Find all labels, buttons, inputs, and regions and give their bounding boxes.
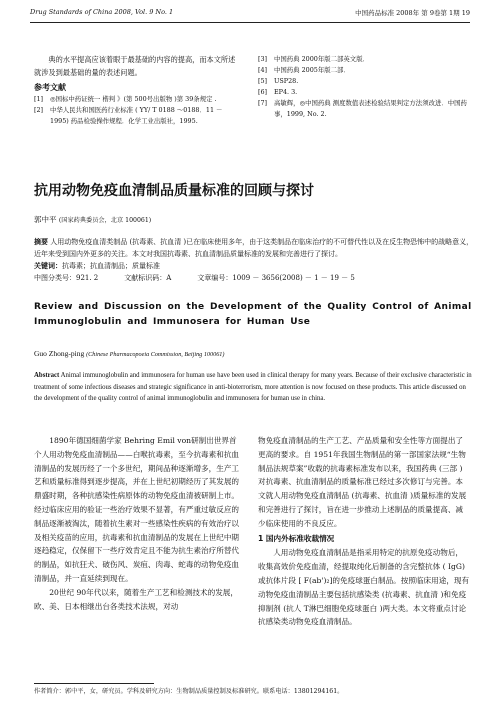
author-affiliation: (国家药典委员会，北京 100061) [58, 217, 152, 224]
article-metadata [34, 273, 474, 283]
body-column-left [34, 434, 242, 613]
previous-article-tail [34, 54, 239, 127]
reference-text: 中国药典 2005年版二部． [274, 66, 350, 74]
reference-item [258, 54, 468, 65]
document-code: 文献标识码：A [124, 274, 172, 282]
body-paragraph: 1890年德国细菌学家 Behring Emil von研制出世界首个人用动物免疫血清制品——白喉抗毒素，至今抗毒素和抗血清制品的发展历经了一个多世纪，期间品种逐渐增多，生产工艺和质量标准得到逐步提高，并在上世纪初期经历了其发展的鼎盛时期，各种抗感染性病原体的动物免疫血清被研制上市。经过临床应用的验证一些治疗效果不显著，有严重过敏反应的制品逐渐被淘汰，随着抗生素对一些感染性疾病的有效治疗以及相关疫苗的应用，抗毒素和抗血清制品的发展在上世纪中期逐趋稳定，仅保留下一些疗效肯定且不能为抗生素治疗所替代的制品，如抗狂犬、破伤风、炭疽、肉毒、蛇毒的动物免疫血清制品，并一直延续到现在。 [34, 436, 240, 583]
english-author [34, 349, 224, 358]
body-paragraph: 20世纪 90年代以来，随着生产工艺和检测技术的发展，欧、美、日本相继出台各类技术法规，对动 [34, 587, 238, 611]
author-footnote: 作者简介：郭中平，女，研究员。学科及研究方向：生物制品质量控制及标准研究。联系电话：13801294161。 [34, 688, 344, 695]
abstract-text: 人用动物免疫血清类制品 (抗毒素、抗血清 )已在临床使用多年，由于这类制品在临床治疗的不可替代性以及在反生物恐怖中的战略意义，近年来受到国内外更多的关注。本文对我国抗毒素、抗血清制品质量标准的发展和完善进行了探讨。 [34, 238, 474, 258]
abstract-cn [34, 236, 474, 273]
reference-number: [3] [258, 55, 268, 63]
section-heading: 1 国内外标准收载情况 [258, 533, 335, 543]
reference-item [258, 87, 468, 98]
article-author [34, 214, 151, 225]
journal-issue-cn: 中国药品标准 2008年 第 9卷第 1期 19 [355, 9, 470, 17]
reference-item [34, 105, 239, 127]
english-author-affiliation: (Chinese Pharmacopoeia Commission, Beijing 100061) [86, 351, 225, 358]
previous-article-paragraph: 典的水平提高应该着眼于最基础的内容的提高，而本文所述就涉及到最基础的量的表述问题。 [34, 55, 236, 77]
reference-text: USP28. [274, 77, 299, 85]
reference-item [258, 76, 468, 87]
reference-item [258, 65, 468, 76]
reference-text: 高敏辉，◎中国药典 测度数值表述检验结果判定方法须改进．中国药事，1999, No. 2. [274, 99, 467, 118]
reference-text: EP4. 3. [274, 88, 298, 96]
english-abstract-text: Animal immunoglobulin and immunosera for human use have been used in clinical therapy for many years. Because of their exclusive characteristic in treatment of some infectious diseases and strategic significance in anti-bioterrorism, more attention is now focused on these products. This article discussed on the development of the quality control of animal immunoglobulin and immunosera for human use in china. [34, 372, 472, 402]
journal-name-en: Drug Standards of China 2008, Vol. 9 No. 1 [30, 8, 174, 16]
header-rule [30, 22, 470, 23]
reference-text: 中国药典 2000年版二部英文版． [274, 55, 369, 63]
reference-number: [4] [258, 66, 268, 74]
english-author-name: Guo Zhong-ping [34, 349, 85, 358]
article-number: 文章编号：1009 － 3656(2008) － 1 － 19 － 5 [197, 274, 355, 282]
body-column-right [258, 434, 470, 629]
english-abstract-label: Abstract [34, 372, 60, 379]
classification-number: 中图分类号：921. 2 [34, 274, 99, 282]
reference-number: [2] [34, 105, 44, 114]
reference-number: [5] [258, 77, 268, 85]
body-paragraph: 物免疫血清制品的生产工艺、产品质量和安全性等方面提出了更高的要求。自 1951年我国生物制品的第一部国家法规“生物制品法规草案”收载的抗毒素标准发布以来，我国药典 (三部 )对抗毒素、抗血清制品的质量标准已经过多次修订与完善。本文就人用动物免疫血清制品 (抗毒素、抗血清 )质量标准的发展和完善进行了探讨，旨在进一步推动上述制品的质量提高、减少临床使用的不良反应。 [258, 436, 467, 528]
english-title: Review and Discussion on the Development of the Quality Control of Animal Immunoglobulin and Immunosera for Human Use [34, 302, 472, 327]
running-header [30, 8, 470, 22]
reference-text: 中华人民共和国医药行业标准 ( YY/ T 0188 ～0188．11 － 1995) 药品检验操作规程．化学工业出版社，1995. [50, 105, 223, 125]
reference-item [34, 94, 239, 105]
footnote-rule [34, 683, 154, 684]
reference-number: [7] [258, 99, 268, 107]
reference-list-right [258, 54, 468, 120]
keywords-text: 抗毒素；抗血清制品；质量标准 [62, 262, 160, 270]
author-name: 郭中平 [34, 215, 57, 224]
reference-number: [6] [258, 88, 268, 96]
body-paragraph: 人用动物免疫血清制品是指采用特定的抗原免疫动物后，收集高效价免疫血清，经提取纯化后制备的含完整抗体 ( IgG)或抗体片段 [ F(ab')₂]的免疫球蛋白制品。按照临床用途，现有动物免疫血清制品主要包括抗感染类 (抗毒素、抗血清 )和免疫抑制剂 (抗人 T淋巴细胞免疫球蛋白 )两大类。本文将重点讨论抗感染类动物免疫血清制品。 [258, 548, 470, 627]
english-abstract [34, 370, 474, 405]
reference-number: [1] [34, 94, 44, 103]
reference-text: ◎国标中药证统一 楷判 》(第 500号出版物 )第 39条规定 . [50, 94, 217, 103]
abstract-label: 摘要 [34, 237, 48, 246]
keywords-label: 关键词： [34, 261, 62, 270]
reference-item [258, 98, 468, 120]
references-title: 参考文献 [34, 82, 66, 92]
article-title: 抗用动物免疫血清制品质量标准的回顾与探讨 [34, 183, 314, 199]
